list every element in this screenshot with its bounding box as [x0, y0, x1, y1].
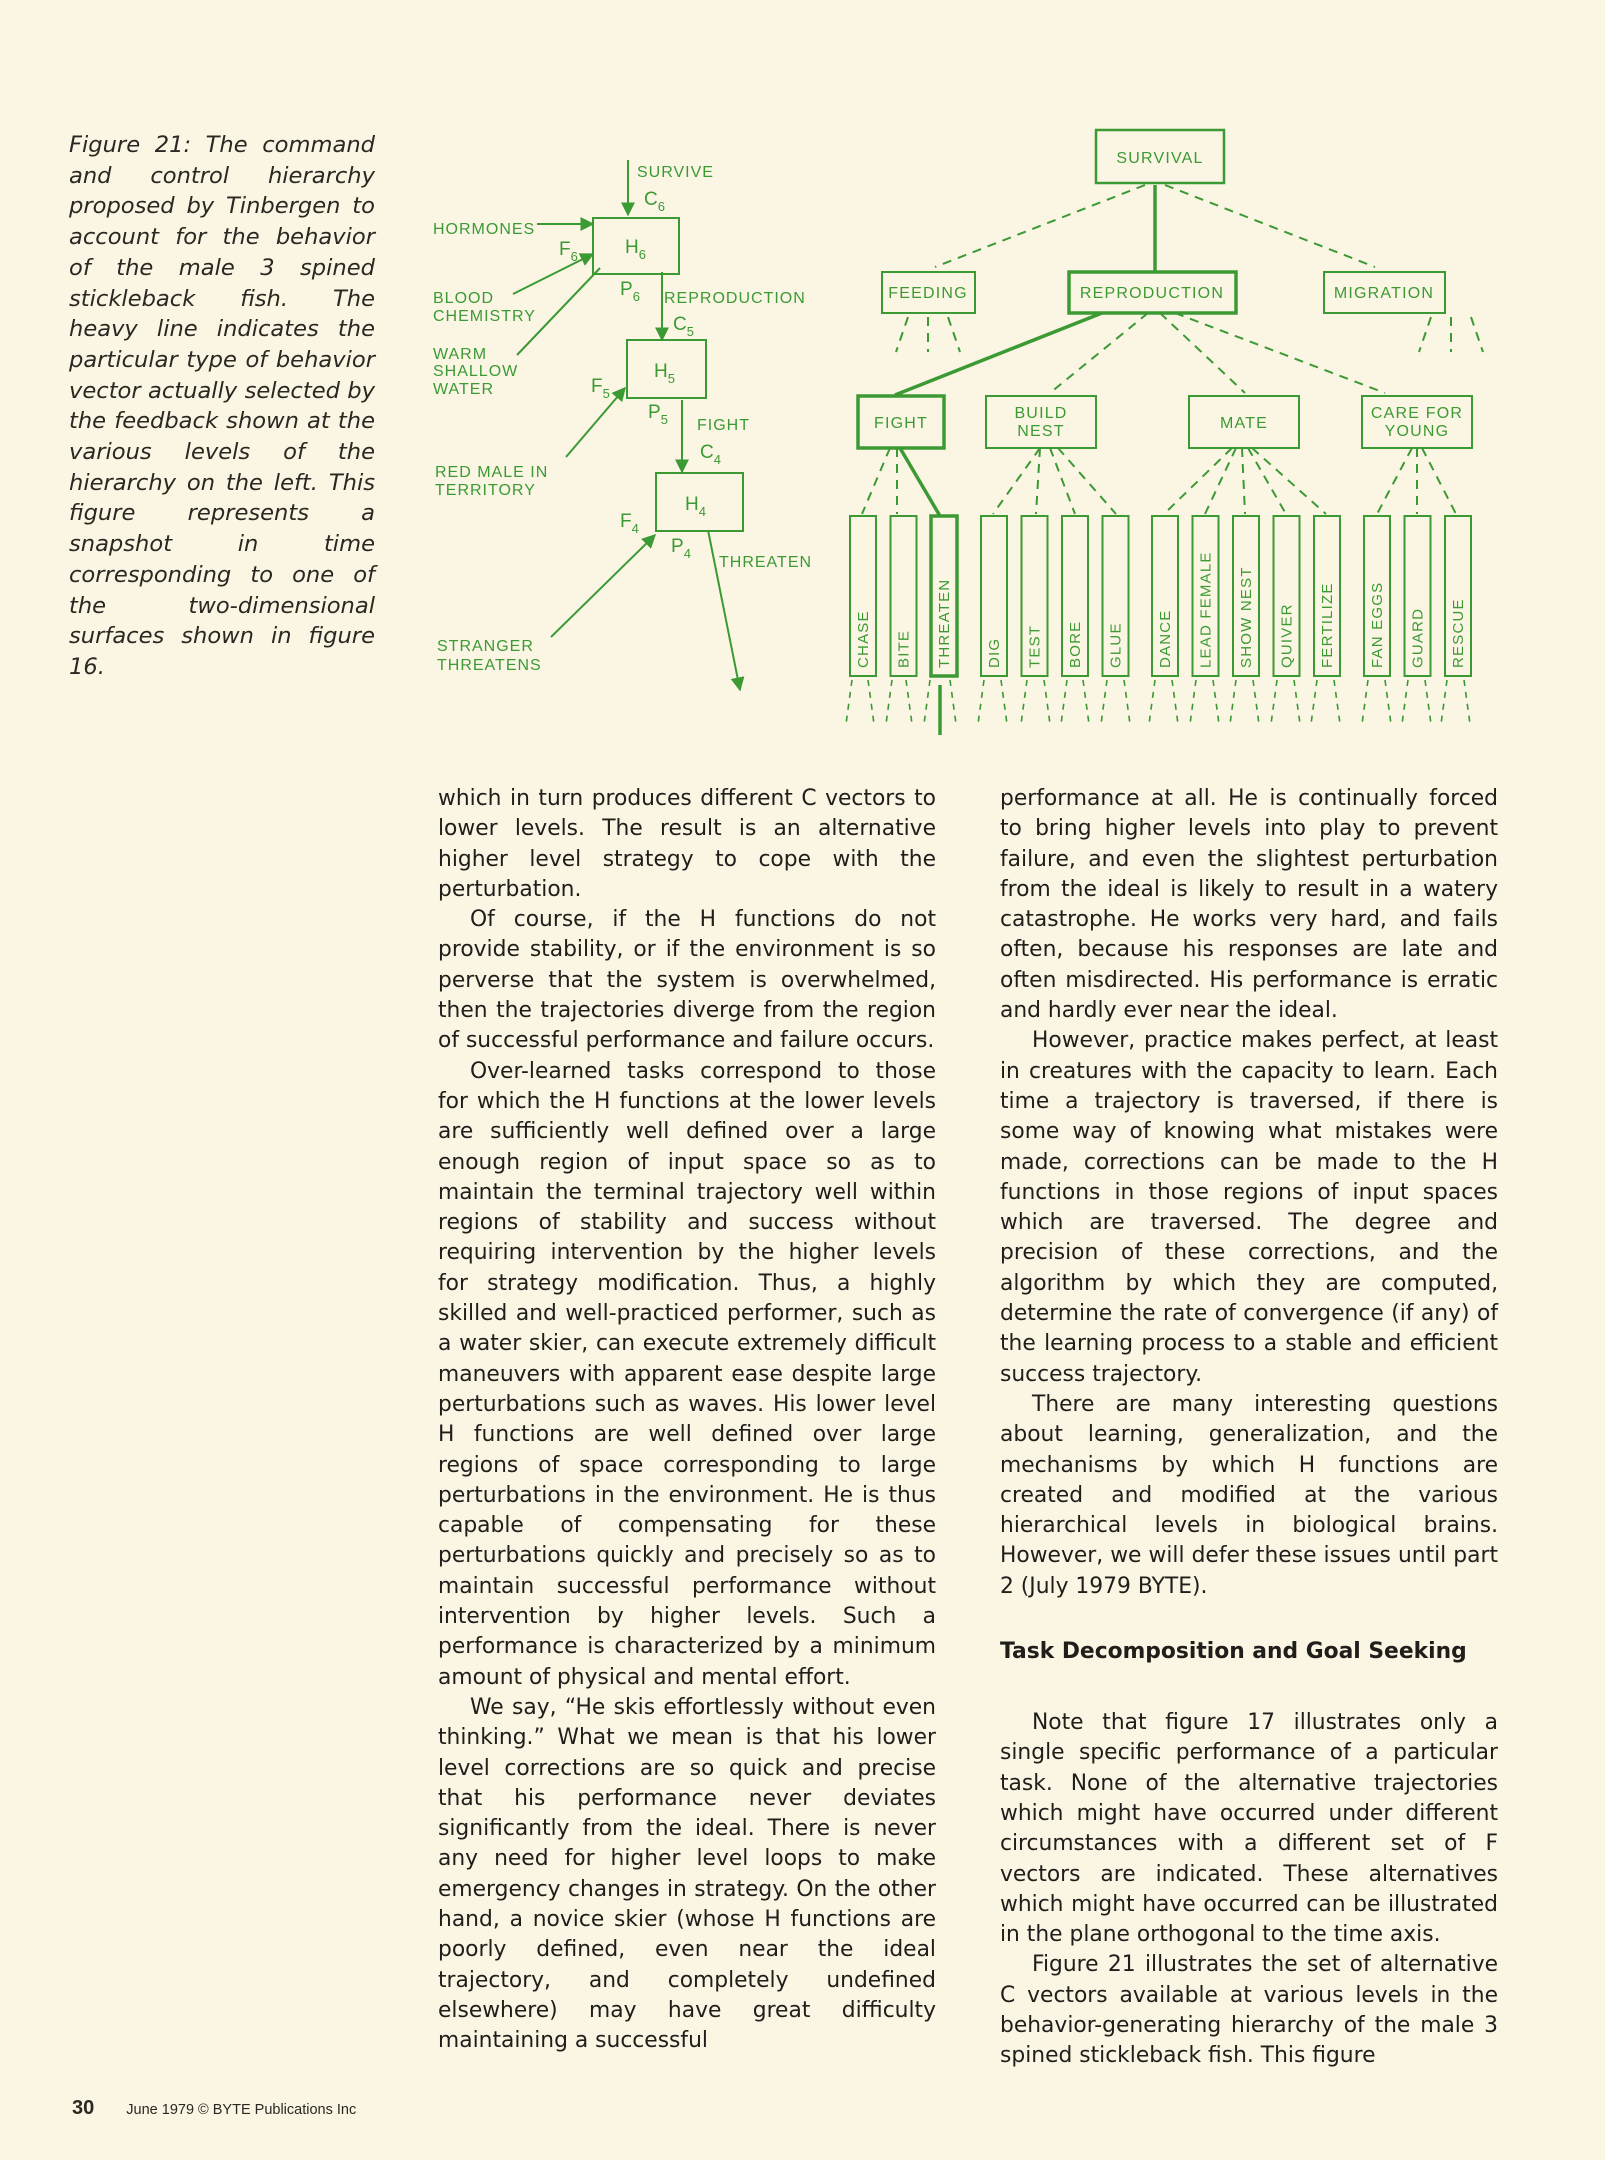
page-number: 30 — [72, 2097, 95, 2119]
label-p5: $P_5$ — [648, 402, 668, 427]
box-h4 — [656, 473, 743, 531]
text-column-right — [1000, 784, 1498, 2072]
label-warm: WARM — [433, 346, 488, 363]
figure-caption: Figure 21: The command and control hierarchy proposed by Tinbergen to account for the behavior of the male 3 spined stickleback fish. The heavy line indicates the particular type of behavior vector actually selected by the feedback shown at the various levels of the hierarchy on the left. This figure represents a snapshot in time corresponding to one of the two-dimensional surfaces shown in figure 16. — [69, 132, 375, 680]
label-p6: $P_6$ — [620, 279, 640, 304]
node-migration: MIGRATION — [1333, 285, 1435, 302]
page-footer — [72, 2097, 356, 2120]
node-mate: MATE — [1219, 415, 1269, 432]
box-build-nest — [986, 396, 1096, 448]
label-c5: $C_5$ — [673, 314, 694, 339]
paragraph: Of course, if the H functions do not provide stability, or if the environment is so perverse that the system is overwhelmed, then the trajectories diverge from the region of successful performance and failure occurs. — [438, 907, 936, 1054]
leaf-label: FAN EGGS — [1369, 581, 1386, 668]
label-h4: $H_4$ — [685, 494, 706, 519]
leaf-label: DIG — [986, 637, 1003, 668]
label-threaten-out: THREATEN — [719, 554, 813, 571]
box-care-for-young — [1362, 396, 1472, 448]
label-threatens: THREATENS — [437, 657, 542, 674]
label-p4: $P_4$ — [671, 536, 691, 561]
label-territory: TERRITORY — [435, 482, 536, 499]
paragraph: We say, “He skis effortlessly without even thinking.” What we mean is that his lower level corrections are so quick and precise that his performance never deviates significantly from the ideal. There is never any need for higher level loops to make emergency changes in strategy. On the other hand, a novice skier (whose H functions are poorly defined, even near the ideal trajectory, and completely undefined elsewhere) may have great difficulty maintaining a successful — [438, 1694, 936, 2054]
label-c6: $C_6$ — [644, 189, 665, 214]
paragraph: Over-learned tasks correspond to those for which the H functions at the lower levels are sufficiently well defined over a large enough region of input space so as to maintain the terminal trajectory well within regions of stability and success without requiring intervention by the higher levels for strategy modification. Thus, a highly skilled and well-practiced performer, such as a water skier, can execute extremely difficult maneuvers with apparent ease despite large perturbations such as waves. His lower level H functions are well defined over large regions of space corresponding to large perturbations in the environment. He is thus capable of compensating for these perturbations quickly and precisely so as to maintain successful performance without intervention by higher levels. Such a performance is characterized by a minimum amount of physical and mental effort. — [438, 1058, 936, 1690]
label-blood: BLOOD — [433, 290, 495, 307]
label-red-male: RED MALE IN — [435, 464, 549, 481]
section-heading: Task Decomposition and Goal Seeking — [1000, 1639, 1467, 1665]
label-f5: $F_5$ — [591, 376, 610, 401]
text-column-left — [438, 784, 936, 2056]
paragraph: Figure 21 illustrates the set of alternative C vectors available at various levels in the behavior-generating hierarchy of the male 3 spined stickleback fish. This figure — [1000, 1952, 1498, 2069]
paragraph: which in turn produces different C vectors to lower levels. The result is an alternative higher level strategy to cope with the perturbation. — [438, 786, 936, 902]
label-h6: $H_6$ — [625, 237, 646, 262]
figure-21-diagram — [0, 0, 1605, 760]
leaf-label: TEST — [1026, 624, 1044, 668]
node-survival: SURVIVAL — [1116, 150, 1204, 167]
footer-text: June 1979 © BYTE Publications Inc — [126, 2102, 357, 2118]
node-care-line1: CARE FOR — [1370, 405, 1464, 422]
leaf-label: BORE — [1067, 620, 1084, 668]
leaf-label: THREATEN — [936, 578, 953, 668]
label-shallow: SHALLOW — [433, 363, 519, 380]
leaf-boxes — [850, 516, 1471, 676]
node-feeding: FEEDING — [888, 285, 968, 302]
leaf-label: BITE — [895, 629, 913, 668]
leaf-label: CHASE — [855, 610, 872, 668]
leaf-label: RESCUE — [1450, 598, 1467, 668]
label-c4: $C_4$ — [700, 442, 721, 467]
leaf-label: GLUE — [1107, 622, 1125, 668]
leaf-label: LEAD FEMALE — [1197, 551, 1215, 668]
paragraph: performance at all. He is continually forced to bring higher levels into play to prevent failure, and even the slightest perturbation from the ideal is likely to result in a watery catastrophe. He works very hard, and fails often, because his responses are late and often misdirected. His performance is erratic and hardly ever near the ideal. — [1000, 786, 1498, 1024]
label-hormones: HORMONES — [433, 221, 536, 238]
leaf-label: DANCE — [1157, 609, 1174, 668]
leaf-label: SHOW NEST — [1238, 566, 1255, 668]
node-care-line2: YOUNG — [1384, 423, 1450, 440]
node-reproduction: REPRODUCTION — [1079, 285, 1225, 302]
label-reproduction-cmd: REPRODUCTION — [664, 290, 806, 307]
label-h5: $H_5$ — [654, 361, 675, 386]
label-survive: SURVIVE — [637, 164, 714, 181]
paragraph: However, practice makes perfect, at least in creatures with the capacity to learn. Each time a trajectory is traversed, if there is some way of knowing what mistakes were made, corrections can be made to the H functions in those regions of input spaces which are traversed. The degree and precision of these corrections, and the algorithm by which they are computed, determine the rate of convergence (if any) of the learning process to a stable and efficient success trajectory. — [1000, 1028, 1498, 1387]
paragraph: Note that figure 17 illustrates only a single specific performance of a particular task. None of the alternative trajectories which might have occurred under different circumstances with a different set of F vectors are indicated. These alternatives which might have occurred can be illustrated in the plane orthogonal to the time axis. — [1000, 1710, 1498, 1948]
leaf-label: FERTILIZE — [1319, 582, 1336, 668]
node-build-line1: BUILD — [1014, 405, 1068, 422]
label-fight-cmd: FIGHT — [697, 417, 750, 434]
node-fight: FIGHT — [874, 415, 928, 432]
label-water: WATER — [433, 381, 494, 398]
node-build-line2: NEST — [1017, 423, 1065, 440]
leaf-label: GUARD — [1409, 607, 1427, 668]
leaf-label: QUIVER — [1278, 603, 1296, 668]
label-f4: $F_4$ — [620, 511, 639, 536]
label-stranger: STRANGER — [437, 638, 534, 655]
label-chemistry: CHEMISTRY — [433, 308, 536, 325]
paragraph: There are many interesting questions about learning, generalization, and the mechanisms by which H functions are created and modified at the various hierarchical levels in biological brains. However, we will defer these issues until part 2 (July 1979 BYTE). — [1000, 1391, 1498, 1599]
label-f6: $F_6$ — [559, 239, 578, 264]
